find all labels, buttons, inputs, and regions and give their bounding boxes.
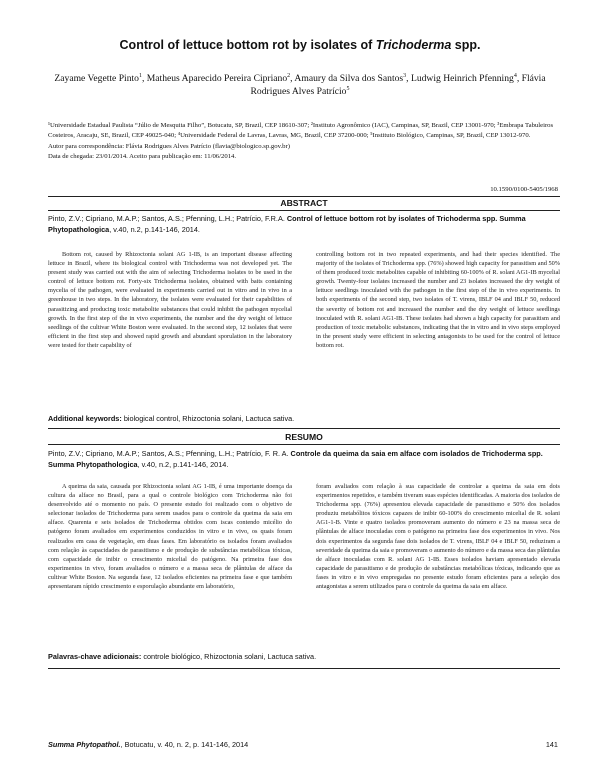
- citation-title: Controle da queima da saia em alface com isolados de Trichoderma spp. Summa Phytopathologica: [48, 449, 543, 469]
- resumo-citation: [48, 449, 560, 470]
- doi-link[interactable]: 10.1590/0100-5405/1968: [490, 186, 558, 193]
- article-title: [40, 38, 560, 52]
- page-number: 141: [545, 740, 558, 749]
- affiliations: [48, 121, 560, 163]
- divider: [48, 210, 560, 211]
- journal-ref: , Botucatu, v. 40, n. 2, p. 141-146, 2014: [120, 740, 249, 749]
- resumo-paragraph: A queima da saia, causada por Rhizoctonia solani AG 1-IB, é uma importante doença da cultura da alface no Brasil, para a qual o controle biológico com Trichoderma não foi desenvolvido até o momento no país. O presente estudo foi realizado com o objetivo de selecionar isolados de Trichoderma para serem usados para o controle da queima da saia em alface. Quarenta e seis isolados de Trichoderma obtidos com iscas contendo micélio do patógeno foram avaliados em experimentos conduzidos in vitro e in vivo, os quais foram realizados em casa de vegetação, em duas fases. Em laboratório os isolados foram avaliados com relação às capacidades de parasitismo e de produção de substâncias metabólicas tóxicas, com capacidade de inibir o crescimento micelial do patógeno. Na primeira fase dos experimentos in vivo, foram avaliados o número e a massa seca de plântulas de alface da cultivar White Boston. Na segunda fase, 12 isolados eficientes na primeira fase e que também apresentaram rápido crescimento e esporulação abundante em laboratório,: [48, 483, 292, 591]
- keywords-label: Additional keywords:: [48, 414, 122, 423]
- keywords-label: Palavras-chave adicionais:: [48, 652, 142, 661]
- author-sup: 1: [138, 72, 142, 79]
- citation-authors: Pinto, Z.V.; Cipriano, M.A.P.; Santos, A.S.; Pfenning, L.H.; Patrício, F.R.A.: [48, 214, 287, 223]
- correspondence-line: Autor para correspondência: Flávia Rodrigues Alves Patrício (flavia@biologico.sp.gov.br): [48, 142, 290, 150]
- author-sup: 4: [513, 72, 517, 79]
- author-name: , Matheus Aparecido Pereira Cipriano: [141, 73, 288, 84]
- citation-ref: , v.40, n.2, p.141-146, 2014.: [109, 224, 200, 234]
- author-name: , Amaury da Silva dos Santos: [290, 73, 404, 84]
- palavras-chave: [48, 652, 560, 661]
- resumo-heading: RESUMO: [285, 432, 323, 442]
- journal-name: Summa Phytopathol.: [48, 740, 121, 749]
- keywords-list: controle biológico, Rhizoctonia solani, Lactuca sativa.: [141, 652, 317, 661]
- author-sup: 3: [403, 72, 407, 79]
- resumo-column-right: [316, 482, 560, 591]
- divider: [48, 428, 560, 429]
- divider: [48, 444, 560, 445]
- author-name: Zayame Vegette Pinto: [54, 73, 139, 84]
- abstract-citation: [48, 214, 560, 235]
- title-suffix: spp.: [451, 38, 481, 52]
- abstract-heading: ABSTRACT: [280, 198, 328, 208]
- author-name: , Flávia Rodrigues Alves Patrício: [250, 73, 546, 97]
- divider: [48, 196, 560, 197]
- dates-line: Data de chegada: 23/01/2014. Aceito para publicação em: 11/06/2014.: [48, 153, 237, 161]
- title-genus: Trichoderma: [375, 38, 452, 52]
- affiliation-text: ¹Universidade Estadual Paulista “Júlio de Mesquita Filho”, Botucatu, SP, Brazil, CEP 18610-307; ²Instituto Agronômico (IAC), Campinas, SP, Brazil, CEP 13001-970; ³Embrapa Tabuleiros Costeiros, Aracaju, SE, Brazil, CEP 49025-040; ⁴Universidade Federal de Lavras, Lavras, MG, Brazil, CEP 37200-000; ⁵Instituto Biológico, Campinas, SP, Brazil, CEP 13012-970.: [48, 122, 554, 140]
- additional-keywords: [48, 414, 560, 423]
- keywords-list: biological control, Rhizoctonia solani, Lactuca sativa.: [121, 414, 295, 423]
- author-list: [48, 72, 552, 98]
- footer-journal: [48, 740, 248, 749]
- abstract-paragraph: Bottom rot, caused by Rhizoctonia solani AG 1-IB, is an important disease affecting lettuce in Brazil, where its biological control with Trichoderma was not developed yet. The present study was carried out with the aim of selecting Trichoderma isolates to be used in the control of lettuce bottom rot. Forty-six Trichoderma isolates, obtained with baits containing mycelia of the pathogen, were evaluated in experiments carried out in vitro and in vivo in a greenhouse in two steps. In the laboratory, the isolates were evaluated for their capabilities of parasitizing and producing toxic metabolite substances that could inhibit the pathogen mycelial growth. In the first step of the in vivo experiments, the number and the dry weight of lettuce seedlings of the cultivar White Boston were evaluated. In the second step, 12 isolates that were efficient in the first step and showed rapid growth and abundant sporulation in the laboratory were tested for their capability of: [48, 251, 292, 349]
- title-text: Control of lettuce bottom rot by isolates of: [119, 38, 376, 52]
- citation-ref: , v.40, n.2, p.141-146, 2014.: [137, 459, 229, 469]
- resumo-column-left: [48, 482, 292, 591]
- author-name: , Ludwig Heinrich Pfenning: [406, 73, 514, 84]
- divider: [48, 668, 560, 669]
- abstract-column-left: [48, 250, 292, 350]
- citation-title: Control of lettuce bottom rot by isolates of Trichoderma spp. Summa Phytopathologica: [48, 214, 526, 234]
- author-sup: 5: [346, 85, 350, 92]
- author-sup: 2: [287, 72, 291, 79]
- abstract-paragraph: controlling bottom rot in two repeated experiments, and had their species identified. The majority of the isolates of Trichoderma spp. (76%) showed high capacity for parasitism and 50% of them produced toxic metabolites capable of inhibiting 60-100% of R. solani AG1-IB mycelial growth. Twenty-four isolates increased the number and 23 isolates increased the dry weight of lettuce seedlings inoculated with the pathogen in the first step of the in vivo experiments. In both experiments of the second step, two isolates of T. virens, IBLF 04 and IBLF 50, reduced the severity of bottom rot and increased the number and the dry weight of lettuce seedlings inoculated with R. solani AG1-IB. These isolates had shown a high capacity for parasitism and production of toxic metabolic substances, indicating that the in vitro and in vivo steps employed in the present study were efficient in selecting antagonists to be used for the control of lettuce bottom rot.: [316, 251, 560, 349]
- abstract-column-right: [316, 250, 560, 350]
- resumo-paragraph: foram avaliados com relação à sua capacidade de controlar a queima da saia em dois experimentos repetidos, e também tiveram suas espécies identificadas. A maioria dos isolados de Trichoderma spp. (76%) apresentou elevada capacidade de parasitismo e 50% dos isolados produziu metabólitos tóxicos capazes de inibir 60-100% do crescimento micelial de R. solani AG1-1-B. Vinte e quatro isolados promoveram aumento do número e 23 na massa seca de plântulas de alface inoculadas com o patógeno na primeira fase dos experimentos in vivo. Nos dois experimentos da segunda fase dois isolados de T. virens, IBLF 04 e IBLF 50, reduziram a severidade da queima da saia e promoveram o aumento do número e da massa seca das plântulas de alface inoculadas com R. solani AG 1-IB. Esses isolados haviam apresentado elevada capacidade de parasitismo e de produção de substâncias metabólicas tóxicas, indicando que as fases in vitro e in vivo empregadas no presente estudo foram eficientes para a seleção dos antagonistas a serem utilizados para o controle da queima da saia em alface.: [316, 483, 560, 591]
- citation-authors: Pinto, Z.V.; Cipriano, M.A.P.; Santos, A.S.; Pfenning, L.H.; Patrício, F. R. A.: [48, 449, 291, 458]
